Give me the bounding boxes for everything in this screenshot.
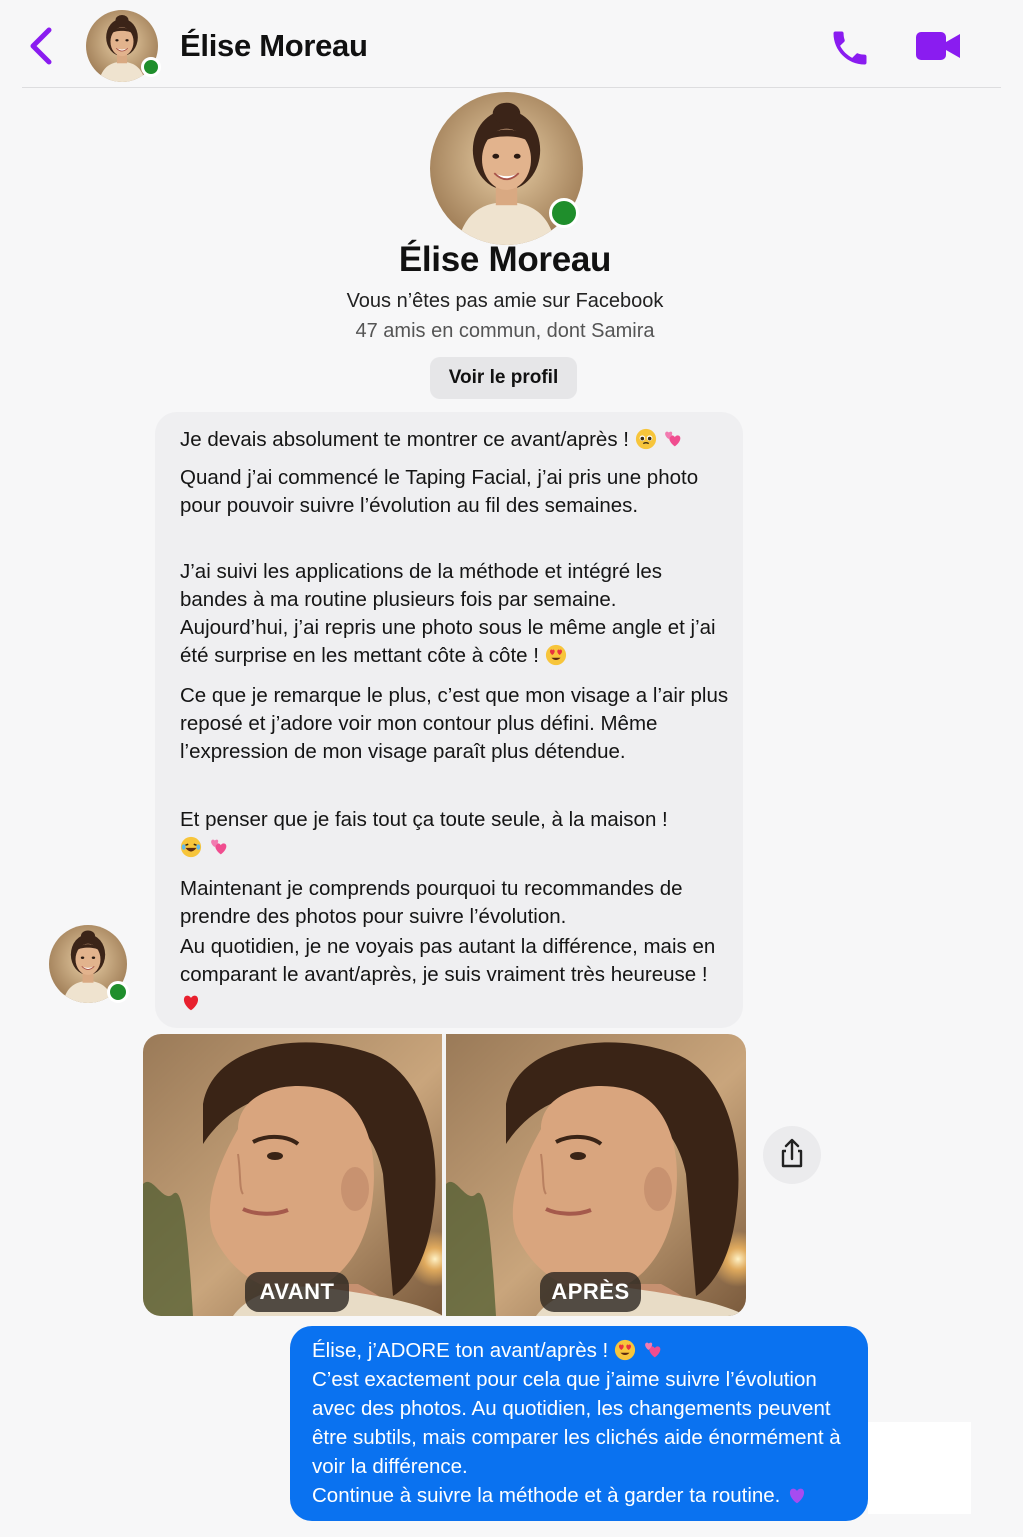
- before-label: AVANT: [245, 1272, 349, 1312]
- chevron-left-icon: [24, 26, 60, 66]
- chat-header: [0, 0, 1023, 88]
- purple-heart-icon: [786, 1484, 808, 1506]
- two-hearts-icon: [642, 1339, 664, 1361]
- message-paragraph: Maintenant je comprends pourquoi tu recommandes de prendre des photos pour suivre l’évolution.: [180, 877, 683, 928]
- call-button[interactable]: [828, 26, 872, 70]
- two-hearts-icon: [208, 836, 230, 858]
- friend-status-text: Vous n’êtes pas amie sur Facebook: [346, 290, 664, 312]
- laughing-face-icon: [180, 836, 202, 858]
- message-paragraph: Quand j’ai commencé le Taping Facial, j’ai pris une photo pour pouvoir suivre l’évolution au fil des semaines.: [180, 466, 699, 517]
- share-button[interactable]: [763, 1126, 821, 1184]
- message-paragraph: Et penser que je fais tout ça toute seule, à la maison !: [180, 806, 730, 862]
- online-status-icon: [141, 57, 161, 77]
- contact-name[interactable]: Élise Moreau: [180, 28, 368, 63]
- incoming-message-bubble[interactable]: [155, 412, 743, 1028]
- profile-name: Élise Moreau: [398, 240, 612, 279]
- phone-icon: [828, 26, 872, 70]
- share-icon: [763, 1126, 821, 1184]
- view-profile-button[interactable]: Voir le profil: [430, 357, 577, 399]
- message-paragraph: J’ai suivi les applications de la méthode et intégré les bandes à ma routine plusieurs fois par semaine.: [180, 560, 663, 611]
- outgoing-message-bubble[interactable]: [290, 1326, 868, 1521]
- heart-eyes-icon: [614, 1339, 636, 1361]
- two-hearts-icon: [662, 428, 684, 450]
- message-paragraph: Au quotidien, je ne voyais pas autant la différence, mais en comparant le avant/après, je suis vraiment très heureuse !: [180, 933, 730, 1017]
- header-divider: [22, 87, 1001, 88]
- back-button[interactable]: [24, 26, 60, 66]
- outgoing-message-text: Élise, j’ADORE ton avant/après ! C’est exactement pour cela que j’aime suivre l’évolution avec des photos. Au quotidien, les changements peuvent être subtils, mais comparer les clichés aide énormément à voir la différence. Continue à suivre la méthode et à garder ta routine.: [312, 1339, 841, 1507]
- profile-online-icon: [549, 198, 579, 228]
- blank-area: [868, 1422, 971, 1514]
- message-paragraph: Je devais absolument te montrer ce avant/après !: [180, 426, 730, 454]
- video-camera-icon: [914, 28, 962, 64]
- sender-online-icon: [107, 981, 129, 1003]
- video-call-button[interactable]: [914, 28, 962, 64]
- pleading-face-icon: [635, 428, 657, 450]
- photo-divider: [442, 1034, 446, 1316]
- message-paragraph: Ce que je remarque le plus, c’est que mon visage a l’air plus reposé et j’adore voir mon contour plus défini. Même l’expression de mon visage paraît plus détendue.: [180, 684, 729, 763]
- message-paragraph: Aujourd’hui, j’ai repris une photo sous le même angle et j’ai été surprise en les mettant côte à côte !: [180, 616, 716, 667]
- before-after-photo[interactable]: [143, 1034, 746, 1316]
- red-heart-icon: [180, 991, 202, 1013]
- heart-eyes-icon: [545, 644, 567, 666]
- mutual-friends-text: 47 amis en commun, dont Samira: [355, 320, 655, 342]
- after-label: APRÈS: [540, 1272, 641, 1312]
